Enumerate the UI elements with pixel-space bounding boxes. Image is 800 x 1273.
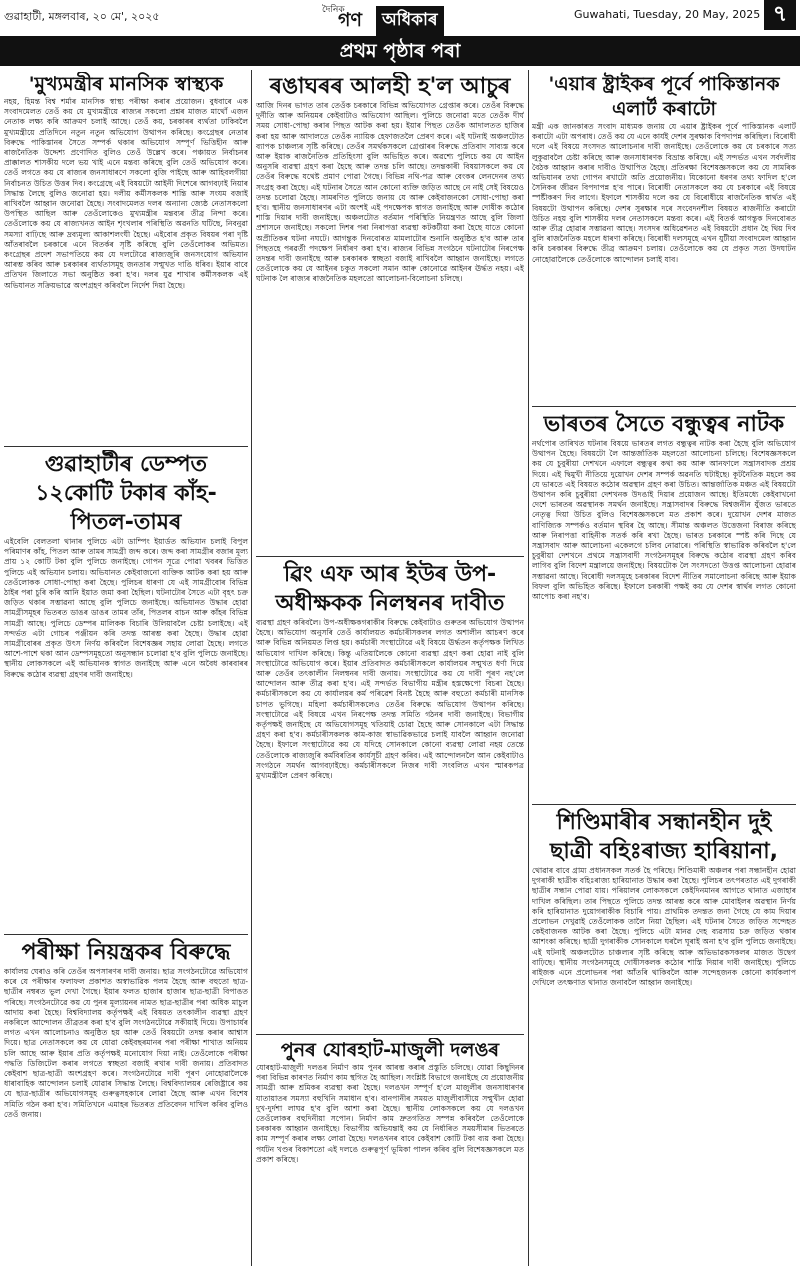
logo-main-text: গণ — [338, 9, 362, 31]
page-number: ৭ — [764, 0, 796, 30]
article-headline: গুৱাহাটীৰ ডেম্পত ১২কোটি টকাৰ কাঁহ-পিতল-তামৰ — [35, 452, 217, 535]
column-divider — [528, 70, 529, 1266]
article-airstrike-alert — [532, 72, 796, 402]
article-headline: 'এয়াৰ ষ্ট্ৰাইকৰ পূৰ্বে পাকিস্তানক এলাৰ্ট কৰাটো — [548, 73, 780, 120]
article-cm-mental-health — [4, 72, 248, 442]
logo-box-text: অধিকাৰ — [376, 6, 444, 36]
dateline-english: Guwahati, Tuesday, 20 May, 2025 — [574, 8, 761, 21]
article-headline: পৰীক্ষা নিয়ন্ত্ৰকৰ বিৰুদ্ধে — [21, 940, 231, 965]
section-banner: প্ৰথম পৃষ্ঠাৰ পৰা — [0, 36, 800, 66]
divider — [4, 446, 248, 447]
article-body: এইবেলি বেলতলা থানাৰ পুলিচে এটা ডাম্পিং ইয়াৰ্ডত অভিযান চলাই বিপুল পৰিমাণৰ কাঁহ, পিতল আৰু তামৰ সামগ্ৰী জব্দ কৰে। জব্দ কৰা সামগ্ৰীৰ বজাৰ মূল্য প্ৰায় ১২ কোটি টকা বুলি পুলিচে জনাইছে। গোপন সূত্ৰে পোৱা খবৰৰ ভিত্তিত পুলিচে এই অভিযান চলায়। অভিযানত কেইবাজনো ব্যক্তিক আটক কৰা হয় আৰু তেওঁলোকক সোধা-পোছা কৰা হৈছে। পুলিচৰ ধাৰণা যে এই সামগ্ৰীবোৰ বিভিন্ন ঠাইৰ পৰা চুৰি কৰি আনি ইয়াত জমা কৰা হৈছিল। ঘটনাটোৰ সৈতে এটা বৃহৎ চক্ৰ জড়িত থকাৰ সম্ভাৱনা আছে বুলি পুলিচে জনাইছে। অভিযানত উদ্ধাৰ হোৱা সামগ্ৰীসমূহৰ ভিতৰত ডাঙৰ ডাঙৰ তামৰ তাঁৰ, পিতলৰ বাচন আৰু কাঁহৰ বিভিন্ন সামগ্ৰী আছে। পুলিচে ডেম্পৰ মালিকক বিচাৰি উলিয়াবলৈ চেষ্টা চলাইছে। এই সন্দৰ্ভত এটা গোচৰ পঞ্জীয়ন কৰি তদন্ত আৰম্ভ কৰা হৈছে। উদ্ধাৰ হোৱা সামগ্ৰীবোৰৰ প্ৰকৃত উৎস নিৰ্ণয় কৰিবলৈ বিশেষজ্ঞৰ সহায় লোৱা হৈছে। লগতে আশে-পাশে থকা আন ডেম্পসমূহতো অনুসন্ধান চলোৱা হ'ব বুলি পুলিচে জনাইছে। স্থানীয় লোকসকলে এই অভিযানক স্বাগত জনাইছে আৰু এনে অবৈধ কাৰবাৰৰ বিৰুদ্ধে কঠোৰ ব্যৱস্থা গ্ৰহণৰ দাবী জনাইছে। — [4, 537, 248, 679]
divider — [256, 556, 524, 557]
article-exam-controller — [4, 938, 248, 1268]
article-headline: পুনৰ যোৰহাট-মাজুলী দলঙৰ — [280, 1039, 500, 1061]
article-missing-students — [532, 808, 796, 1268]
logo-small-text: দৈনিক — [322, 5, 345, 15]
divider — [4, 934, 248, 935]
article-body: নহয়, হিমন্ত বিশ্ব শৰ্মাৰ মানসিক স্বাস্থ্য পৰীক্ষা কৰাৰ প্ৰয়োজন। বুধবাৰে এক সংবাদমেলত তেওঁ কয় যে মুখ্যমন্ত্ৰীয়ে ৰাজ্যৰ সকলো প্ৰশ্নৰ মাজত মাথোঁ এজন নেতাক লক্ষ্য কৰি আক্ৰমণ চলাই আছে। তেওঁ কয়, চৰকাৰৰ ব্যৰ্থতা ঢাকিবলৈ মুখ্যমন্ত্ৰীয়ে প্ৰতিদিনে নতুন নতুন অভিযোগ উত্থাপন কৰিছে। কংগ্ৰেছৰ নেতাৰ বিৰুদ্ধে পাকিস্তানৰ সৈতে সম্পৰ্ক থকাৰ অভিযোগ সম্পূৰ্ণ ভিত্তিহীন আৰু ৰাজনৈতিক উদ্দেশ্য প্ৰণোদিত বুলিও তেওঁ উল্লেখ কৰে। পঞ্চায়ত নিৰ্বাচনৰ প্ৰাক্কালত শাসকীয় দলে ভয় খাই এনে মন্তব্য কৰিছে বুলি তেওঁ অভিযোগ কৰে। তেওঁ লগতে কয় যে ৰাজ্যৰ জনসাধাৰণে সকলো বুজি পাইছে আৰু আহিবলগীয়া নিৰ্বাচনত উচিত উত্তৰ দিব। কংগ্ৰেছে এই বিষয়টো আইনী দিশেৰে আগবঢ়াই নিয়াৰ সিদ্ধান্ত লৈছে বুলিও জনোৱা হয়। দলীয় কৰ্মীসকলক শান্তি আৰু সংযম বজাই ৰাখিবলৈ আহ্বান জনোৱা হৈছে। সংবাদমেলত দলৰ অন্যান্য জ্যেষ্ঠ নেতাসকলো উপস্থিত আছিল আৰু তেওঁলোকেও মুখ্যমন্ত্ৰীৰ মন্তব্যৰ তীব্ৰ নিন্দা কৰে। তেওঁলোকে কয় যে ৰাজ্যখনত আইন শৃংখলাৰ পৰিস্থিতি অৱনতি ঘটিছে, নিবনুৱা সমস্যা বাঢ়িছে আৰু দ্ৰব্যমূল্য আকাশলংঘী হৈছে। এইবোৰ প্ৰকৃত বিষয়ৰ পৰা দৃষ্টি আঁতৰাবলৈ চৰকাৰে এনে বিতৰ্কৰ সৃষ্টি কৰিছে বুলি তেওঁলোকৰ অভিমত। কংগ্ৰেছৰ প্ৰদেশ সভাপতিয়ে কয় যে দলটোৱে ৰাজ্যজুৰি জনসংযোগ অভিযান আৰম্ভ কৰিব আৰু চৰকাৰৰ ব্যৰ্থতাসমূহ জনতাৰ সন্মুখত দাঙি ধৰিব। ইয়াৰ বাবে প্ৰতিখন জিলাতে সভা অনুষ্ঠিত কৰা হ'ব। দলৰ যুৱ শাখাৰ কৰ্মীসকলক এই অভিযানত সক্ৰিয়ভাৱে অংশগ্ৰহণ কৰিবলৈ নিৰ্দেশ দিয়া হৈছে। — [4, 97, 248, 290]
article-body: কাৰ্যালয় ঘেৰাও কৰি তেওঁৰ অপসাৰণৰ দাবী জনায়। ছাত্ৰ সংগঠনটোৱে অভিযোগ কৰে যে পৰীক্ষাৰ ফলাফল প্ৰকাশত অস্বাভাৱিক পলম হৈছে আৰু বহুতো ছাত্ৰ-ছাত্ৰীৰ নম্বৰত ভুল দেখা গৈছে। ইয়াৰ ফলত হাজাৰ হাজাৰ ছাত্ৰ-ছাত্ৰী বিপাঙত পৰিছে। সংগঠনটোৱে কয় যে পুনৰ মূল্যায়নৰ নামত ছাত্ৰ-ছাত্ৰীৰ পৰা অধিক মাচুল আদায় কৰা হৈছে। বিশ্ববিদ্যালয় কৰ্তৃপক্ষই এই বিষয়ত তৎকালীন ব্যৱস্থা গ্ৰহণ নকৰিলে আন্দোলন তীব্ৰতৰ কৰা হ'ব বুলি সংগঠনটোৱে সকীয়াই দিয়ে। উপাচাৰ্যৰ লগত এখন আলোচনাও অনুষ্ঠিত হয় আৰু তেওঁ বিষয়টো তদন্ত কৰাৰ আশ্বাস দিয়ে। ছাত্ৰ নেতাসকলে কয় যে যোৱা কেইবছৰমানৰ পৰা পৰীক্ষা শাখাত অনিয়ম চলি আছে আৰু ইয়াৰ প্ৰতি কৰ্তৃপক্ষই মনোযোগ দিয়া নাই। তেওঁলোকে পৰীক্ষা পদ্ধতি ডিজিটেল কৰাৰ লগতে স্বচ্ছতা বজাই ৰখাৰ দাবী জনায়। প্ৰতিবাদত কেইবাশ ছাত্ৰ-ছাত্ৰী অংশগ্ৰহণ কৰে। সংগঠনটোৱে দাবী পূৰণ নোহোৱালৈকে ধাৰাবাহিক আন্দোলন চলাই যোৱাৰ সিদ্ধান্ত লৈছে। বিশ্ববিদ্যালয়ৰ ৰেজিষ্ট্ৰাৰে কয় যে ছাত্ৰ-ছাত্ৰীৰ অভিযোগসমূহ গুৰুত্বসহকাৰে লোৱা হৈছে আৰু এখন বিশেষ সমিতি গঠন কৰা হ'ব। সমিতিখনে এমাহৰ ভিতৰত প্ৰতিবেদন দাখিল কৰিব বুলিও তেওঁ জনায়। — [4, 967, 248, 1119]
article-body: মন্ত্ৰী এক জানকাৰত সংবাদ মাধ্যমক জনায় যে এয়াৰ ষ্ট্ৰাইকৰ পূৰ্বে পাকিস্তানক এলাৰ্ট কৰাটো এটা অপৰাধ। তেওঁ কয় যে এনে কাৰ্যই দেশৰ সুৰক্ষাক বিপদাপন্ন কৰিছিল। বিৰোধী দলে এই বিষয়ে সংসদত আলোচনাৰ দাবী জনাইছে। তেওঁলোকে কয় যে চৰকাৰে সত্য লুকুৱাবলৈ চেষ্টা কৰিছে আৰু জনসাধাৰণক বিভ্ৰান্ত কৰিছে। এই সন্দৰ্ভত এখন সৰ্বদলীয় বৈঠক আহ্বান কৰাৰ দাবীও উত্থাপিত হৈছে। প্ৰতিৰক্ষা বিশেষজ্ঞসকলে কয় যে সামৰিক অভিযানৰ তথ্য গোপন ৰখাটো অতি প্ৰয়োজনীয়। যিকোনো ধৰণৰ তথ্য ফাদিল হ'লে সৈনিকৰ জীৱন বিপদাপন্ন হ'ব পাৰে। বিৰোধী নেতাসকলে কয় যে চৰকাৰে এই বিষয়ে স্পষ্টীকৰণ দিব লাগে। ইফালে শাসকীয় দলে কয় যে বিৰোধীয়ে ৰাজনৈতিক স্বাৰ্থত এই বিষয়টো উত্থাপন কৰিছে। দেশৰ সুৰক্ষাৰ দৰে সংবেদনশীল বিষয়ত ৰাজনীতি কৰাটো উচিত নহয় বুলি শাসকীয় দলৰ নেতাসকলে মন্তব্য কৰে। এই বিতৰ্ক আগন্তুক দিনবোৰত আৰু তীব্ৰ হোৱাৰ সম্ভাৱনা আছে। সংসদৰ অধিৱেশনত এই বিষয়টো প্ৰধান হৈ থিয় দিব বুলি ৰাজনৈতিক মহলে ধাৰণা কৰিছে। বিৰোধী দলসমূহে এখন যুটীয়া সংবাদমেল আহ্বান কৰি চৰকাৰৰ বিৰুদ্ধে তীব্ৰ আক্ৰমণ চলায়। তেওঁলোকে কয় যে প্ৰকৃত সত্য উদঘাটন নোহোৱালৈকে তেওঁলোকে আন্দোলন চলাই যাব। — [532, 122, 796, 264]
article-guwahati-dump — [4, 450, 248, 930]
divider — [532, 406, 796, 407]
masthead-logo — [318, 2, 468, 32]
article-majuli-bridge — [256, 1038, 524, 1268]
article-asur-jail — [256, 72, 524, 552]
article-headline: 'মুখ্যমন্ত্ৰীৰ মানসিক স্বাস্থ্যক — [28, 73, 224, 95]
article-body: যোৰহাট-মাজুলী দলঙৰ নিৰ্মাণ কাম পুনৰ আৰম্ভ কৰাৰ প্ৰস্তুতি চলিছে। যোৱা কিছুদিনৰ পৰা বিভিন্ন কাৰণত নিৰ্মাণ কাম স্থগিত হৈ আছিল। সংশ্লিষ্ট বিভাগে জনাইছে যে প্ৰয়োজনীয় সামগ্ৰী আৰু শ্ৰমিকৰ ব্যৱস্থা কৰা হৈছে। দলঙখন সম্পূৰ্ণ হ'লে মাজুলীৰ জনসাধাৰণৰ যাতায়াতৰ সমস্যা বহুখিনি সমাধান হ'ব। বানপানীৰ সময়ত মাজুলীবাসীয়ে সন্মুখীন হোৱা দুখ-দুৰ্দশা লাঘৱ হ'ব বুলি আশা কৰা হৈছে। স্থানীয় লোকসকলে কয় যে দলঙখন তেওঁলোকৰ বহুদিনীয়া সপোন। নিৰ্মাণ কাম দ্ৰুতগতিত সম্পন্ন কৰিবলৈ তেওঁলোকে চৰকাৰক আহ্বান জনাইছে। বিভাগীয় অভিযন্তাই কয় যে নিৰ্ধাৰিত সময়সীমাৰ ভিতৰতে কাম সম্পূৰ্ণ কৰাৰ লক্ষ্য লোৱা হৈছে। দলঙখনৰ বাবে কেইবাশ কোটি টকা ব্যয় কৰা হৈছে। পৰ্যটন খণ্ডৰ বিকাশতো এই দলঙে গুৰুত্বপূৰ্ণ ভূমিকা পালন কৰিব বুলি বিশেষজ্ঞসকলে মত প্ৰকাশ কৰিছে। — [256, 1063, 524, 1164]
page-header — [0, 0, 800, 34]
divider — [256, 1034, 524, 1035]
article-body: আজি দিনৰ ভাগত তাৰ তেওঁক চৰকাৰে বিভিন্ন অভিযোগত গ্ৰেপ্তাৰ কৰে। তেওঁৰ বিৰুদ্ধে দুৰ্নীতি আৰু অনিয়মৰ কেইবাটাও অভিযোগ আছিল। পুলিচে জনোৱা মতে তেওঁক দীৰ্ঘ সময় সোধা-পোছা কৰাৰ পিছত আটক কৰা হয়। ইয়াৰ পিছত তেওঁক আদালতত হাজিৰ কৰা হয় আৰু আদালতে তেওঁক ন্যায়িক হেফাজতলৈ প্ৰেৰণ কৰে। এই ঘটনাই অঞ্চলটোত ব্যাপক চাঞ্চল্যৰ সৃষ্টি কৰিছে। তেওঁৰ সমৰ্থকসকলে গ্ৰেপ্তাৰৰ বিৰুদ্ধে প্ৰতিবাদ সাব্যস্ত কৰে আৰু ইয়াক ৰাজনৈতিক প্ৰতিহিংসা বুলি অভিহিত কৰে। অৱশ্যে পুলিচে কয় যে আইন অনুসৰি ব্যৱস্থা গ্ৰহণ কৰা হৈছে আৰু তদন্ত চলি আছে। তদন্তকাৰী বিষয়াসকলে কয় যে তেওঁৰ বিৰুদ্ধে যথেষ্ট প্ৰমাণ পোৱা গৈছে। বিভিন্ন নথি-পত্ৰ আৰু বেংকৰ লেনদেনৰ তথ্য সংগ্ৰহ কৰা হৈছে। এই ঘটনাৰ সৈতে আন কোনো ব্যক্তি জড়িত আছে নে নাই সেই বিষয়েও তদন্ত চলোৱা হৈছে। সামৰণিত পুলিচে জনায় যে আৰু কেইবাজনকো সোধা-পোছা কৰা হ'ব। স্থানীয় জনসাধাৰণৰ এটা অংশই এই পদক্ষেপক স্বাগত জনাইছে আৰু দোষীক কঠোৰ শাস্তি দিয়াৰ দাবী জনাইছে। অঞ্চলটোত বৰ্তমান পৰিস্থিতি নিয়ন্ত্ৰণত আছে বুলি জিলা প্ৰশাসনে জনাইছে। সকলো দিশৰ পৰা নিৰাপত্তা ব্যৱস্থা কটকটীয়া কৰা হৈছে যাতে কোনো অপ্ৰীতিকৰ ঘটনা নঘটে। আগন্তুক দিনবোৰত মামলাটোৰ শুনানি অনুষ্ঠিত হ'ব আৰু তাৰ পিছতহে পৰৱৰ্তী পদক্ষেপ নিৰ্ধাৰণ কৰা হ'ব। ৰাজ্যৰ বিভিন্ন সংগঠনে ঘটনাটোৰ নিৰপেক্ষ তদন্তৰ দাবী জনাইছে আৰু চৰকাৰক স্বচ্ছতা বজাই ৰাখিবলৈ আহ্বান জনাইছে। লগতে তেওঁলোকে কয় যে আইনৰ চকুত সকলো সমান আৰু কোনোৱে আইনৰ ঊৰ্দ্ধত নহয়। এই ঘটনাক লৈ ৰাজ্যৰ ৰাজনৈতিক মহলতো আলোচনা-বিলোচনা চলিছে। — [256, 101, 524, 284]
article-body: থোৱাৰ বাবে গ্ৰাম্য প্ৰধানসকল সতৰ্ক হৈ পৰিছে। শিণ্ডিমাৰী অঞ্চলৰ পৰা সন্ধানহীন হোৱা দুগৰাকী ছাত্ৰীক বহিঃৰাজ্য হাৰিয়ানাত উদ্ধাৰ কৰা হৈছে। পুলিচৰ তৎপৰতাত এই দুগৰাকী ছাত্ৰীৰ সন্ধান পোৱা যায়। পৰিয়ালৰ লোকসকলে কেইদিনমানৰ আগতে থানাত এজাহাৰ দাখিল কৰিছিল। তাৰ পিছতে পুলিচে তদন্ত আৰম্ভ কৰে আৰু মোবাইলৰ অৱস্থান নিৰ্ণয় কৰি হাৰিয়ানাত দুয়োগৰাকীক বিচাৰি পায়। প্ৰাথমিক তদন্তত জনা গৈছে যে কাম দিয়াৰ প্ৰলোভন দেখুৱাই তেওঁলোকক তালৈ নিয়া হৈছিল। এই ঘটনাৰ সৈতে জড়িত সন্দেহত কেইবাজনক আটক কৰা হৈছে। পুলিচে এটা মানৱ দেহ ব্যৱসায় চক্ৰ জড়িত থকাৰ আশংকা কৰিছে। ছাত্ৰী দুগৰাকীক সোনকালে ঘৰলৈ ঘূৰাই অনা হ'ব বুলি পুলিচে জনাইছে। এই ঘটনাই অঞ্চলটোত চাঞ্চল্যৰ সৃষ্টি কৰিছে আৰু অভিভাৱকসকলৰ মাজত উদ্বেগ বাঢ়িছে। স্থানীয় সংগঠনসমূহে দোষীসকলক কঠোৰ শাস্তি দিয়াৰ দাবী জনাইছে। পুলিচে ৰাইজক এনে প্ৰলোভনৰ পৰা আঁতৰি থাকিবলৈ আৰু সন্দেহজনক কোনো কাৰ্যকলাপ দেখিলে তৎক্ষণাত থানাত জনাবলৈ আহ্বান জনাইছে। — [532, 866, 796, 988]
divider — [532, 804, 796, 805]
article-friendship-drama — [532, 410, 796, 800]
article-headline: ভাৰতৰ সৈতে বন্ধুত্বৰ নাটক — [543, 412, 785, 437]
article-wing-fru — [256, 560, 524, 1030]
dateline-assamese: গুৱাহাটী, মঙ্গলবাৰ, ২০ মে', ২০২৫ — [4, 10, 160, 23]
article-body: নৰ্থপোৰ তাৰিখত ঘটনাৰ বিষয়ে ভাৰতৰ লগত বন্ধুত্বৰ নাটক কৰা হৈছে বুলি অভিযোগ উত্থাপন হৈছে। বিষয়টো লৈ আন্তৰ্জাতিক মহলতো আলোচনা চলিছে। বিশেষজ্ঞসকলে কয় যে চুবুৰীয়া দেশখনে এফালে বন্ধুত্বৰ কথা কয় আৰু আনফালে সন্ত্ৰাসবাদক প্ৰশ্ৰয় দিয়ে। এই দ্বিমুখী নীতিয়ে দুয়োখন দেশৰ সম্পৰ্ক অৱনতি ঘটাইছে। কূটনৈতিক মহলে কয় যে ভাৰতে এই বিষয়ত কঠোৰ অৱস্থান গ্ৰহণ কৰা উচিত। আন্তৰ্জাতিক মঞ্চত এই বিষয়টো উত্থাপন কৰি চুবুৰীয়া দেশখনক উদঙাই দিয়াৰ প্ৰয়োজন আছে। ইতিমধ্যে কেইবাখনো দেশে ভাৰতৰ অৱস্থানক সমৰ্থন জনাইছে। সন্ত্ৰাসবাদৰ বিৰুদ্ধে বিশ্বজনীন যুঁজত ভাৰতে নেতৃত্ব দিয়া উচিত বুলিও বিশেষজ্ঞসকলে মত প্ৰকাশ কৰে। দুয়োখন দেশৰ মাজত বাণিজ্যিক সম্পৰ্কও বৰ্তমান স্থবিৰ হৈ আছে। সীমান্ত অঞ্চলত উত্তেজনা বিৰাজ কৰিছে আৰু নিৰাপত্তা বাহিনীক সতৰ্ক কৰি ৰখা হৈছে। ভাৰত চৰকাৰে স্পষ্ট কৰি দিছে যে সন্ত্ৰাসবাদ আৰু আলোচনা একেলগে চলিব নোৱাৰে। পৰিস্থিতি স্বাভাৱিক কৰিবলৈ হ'লে চুবুৰীয়া দেশখনে প্ৰথমে সন্ত্ৰাসবাদী সংগঠনসমূহৰ বিৰুদ্ধে কঠোৰ ব্যৱস্থা গ্ৰহণ কৰিব লাগিব বুলি বিদেশ মন্ত্ৰালয়ে জনাইছে। বিষয়টোক লৈ সংসদতো উত্তপ্ত আলোচনা হোৱাৰ সম্ভাৱনা আছে। বিৰোধী দলসমূহে চৰকাৰৰ বিদেশ নীতিৰ সমালোচনা কৰিছে আৰু ইয়াক বিফল বুলি অভিহিত কৰিছে। ইফালে চৰকাৰী পক্ষই কয় যে দেশৰ স্বাৰ্থৰ লগত কোনো আপোচ কৰা নহ'ব। — [532, 439, 796, 602]
article-body: ব্যৱস্থা গ্ৰহণ কৰিবলৈ। উপ-অধীক্ষকগৰাকীৰ বিৰুদ্ধে কেইবাটাও গুৰুতৰ অভিযোগ উত্থাপন হৈছে। অভিযোগ অনুসৰি তেওঁ কাৰ্যালয়ত কৰ্মচাৰীসকলৰ লগত অশালীন আচৰণ কৰে আৰু বিভিন্ন অনিয়মত লিপ্ত হয়। কৰ্মচাৰী সংস্থাটোৱে এই বিষয়ে ঊৰ্দ্ধতন কৰ্তৃপক্ষক লিখিত অভিযোগ দাখিল কৰিছে। কিন্তু এতিয়ালৈকে কোনো ব্যৱস্থা গ্ৰহণ কৰা হোৱা নাই বুলি সংস্থাটোৱে অভিযোগ কৰে। ইয়াৰ প্ৰতিবাদত কৰ্মচাৰীসকলে কাৰ্যালয়ৰ সন্মুখত ধৰ্ণা দিয়ে আৰু তেওঁৰ তৎকালীন নিলম্বনৰ দাবী জনায়। সংস্থাটোৱে কয় যে দাবী পূৰণ নহ'লে আন্দোলন আৰু তীব্ৰ কৰা হ'ব। এই সন্দৰ্ভত বিভাগীয় মন্ত্ৰীৰ হস্তক্ষেপো বিচৰা হৈছে। কৰ্মচাৰীসকলে কয় যে কাৰ্যালয়ৰ কৰ্ম পৰিৱেশ বিনষ্ট হৈছে আৰু বহুতো কৰ্মচাৰী মানসিক চাপত ভুগিছে। মহিলা কৰ্মচাৰীসকলেও তেওঁৰ বিৰুদ্ধে অভিযোগ উত্থাপন কৰিছে। সংস্থাটোৱে এই বিষয়ে এখন নিৰপেক্ষ তদন্ত সমিতি গঠনৰ দাবী জনাইছে। বিভাগীয় কৰ্তৃপক্ষই জনাইছে যে অভিযোগসমূহ খতিয়াই চোৱা হৈছে আৰু সোনকালে এটা সিদ্ধান্ত গ্ৰহণ কৰা হ'ব। কৰ্মচাৰীসকলক কাম-কাজ স্বাভাৱিকভাৱে চলাই যাবলৈ আহ্বান জনোৱা হৈছে। ইফালে সংস্থাটোৱে কয় যে যদিহে সোনকালে কোনো ব্যৱস্থা লোৱা নহয় তেন্তে তেওঁলোকে ৰাজ্যজুৰি কৰ্মবিৰতিৰ কাৰ্যসূচী গ্ৰহণ কৰিব। এই আন্দোলনলৈ আন কেইবাটাও সংগঠনে সমৰ্থন আগবঢ়াইছে। কৰ্মচাৰীসকলে নিজৰ দাবী সংবলিত এখন স্মাৰকপত্ৰ মুখ্যমন্ত্ৰীলৈ প্ৰেৰণ কৰিছে। — [256, 618, 524, 781]
article-headline: ৰঙাঘৰৰ আলহী হ'ল আচুৰ — [269, 74, 511, 99]
article-headline: ৱিং এফ আৰ ইউৰ উপ-অধীক্ষকক নিলম্বনৰ দাবীত — [275, 562, 505, 616]
article-headline: শিণ্ডিমাৰীৰ সন্ধানহীন দুই ছাত্ৰী বহিঃৰাজ্য হাৰিয়ানা, — [550, 810, 778, 864]
column-divider — [251, 70, 252, 1266]
